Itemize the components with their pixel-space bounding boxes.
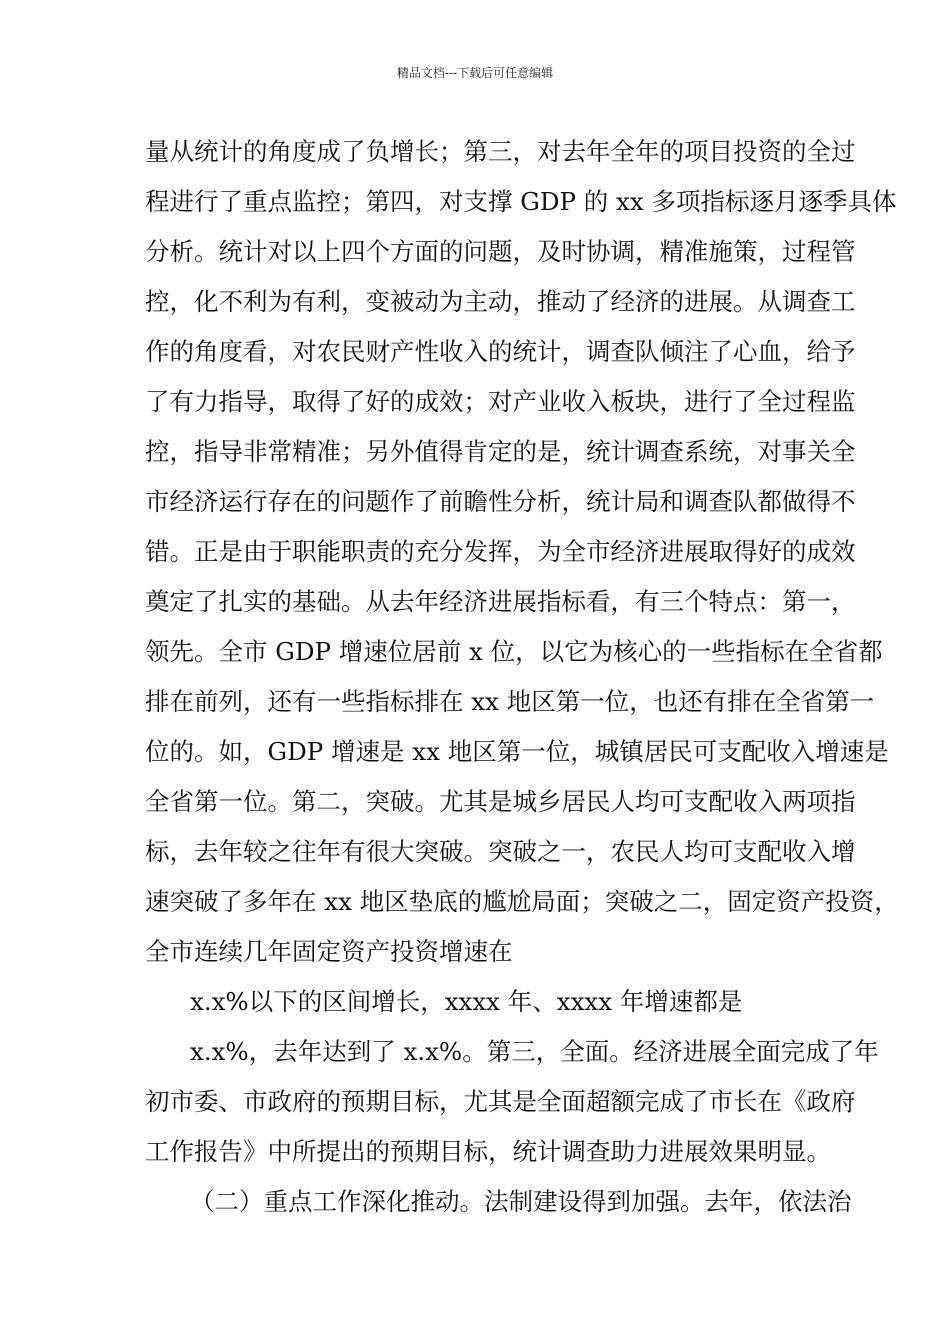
body-line: 排在前列，还有一些指标排在 xx 地区第一位，也还有排在全省第一 [145, 687, 875, 716]
body-line: 标，去年较之往年有很大突破。突破之一，农民人均可支配收入增 [145, 837, 856, 866]
body-line: 速突破了多年在 xx 地区垫底的尴尬局面；突破之二，固定资产投资， [145, 887, 899, 916]
body-line: 全省第一位。第二，突破。尤其是城乡居民人均可支配收入两项指 [145, 787, 856, 816]
body-line: 控，指导非常精准；另外值得肯定的是，统计调查系统，对事关全 [145, 437, 856, 466]
body-line: 作的角度看，对农民财产性收入的统计，调查队倾注了心血，给予 [145, 337, 856, 366]
body-line: 初市委、市政府的预期目标，尤其是全面超额完成了市长在《政府 [145, 1087, 856, 1116]
page-header: 精品文档---下载后可任意编辑 [396, 66, 554, 80]
body-line-indented: x.x%，去年达到了 x.x%。第三，全面。经济进展全面完成了年 [190, 1037, 879, 1066]
body-line: 了有力指导，取得了好的成效；对产业收入板块，进行了全过程监 [145, 387, 856, 416]
body-line: 量从统计的角度成了负增长；第三，对去年全年的项目投资的全过 [145, 137, 856, 166]
body-line: 程进行了重点监控；第四，对支撑 GDP 的 xx 多项指标逐月逐季具体 [145, 187, 897, 216]
body-line: 奠定了扎实的基础。从去年经济进展指标看，有三个特点：第一， [145, 587, 856, 616]
body-line: 分析。统计对以上四个方面的问题，及时协调，精准施策，过程管 [145, 237, 856, 266]
section-heading-line: （二）重点工作深化推动。法制建设得到加强。去年，依法治 [190, 1187, 852, 1216]
body-line: 错。正是由于职能职责的充分发挥，为全市经济进展取得好的成效 [145, 537, 856, 566]
body-line: 位的。如，GDP 增速是 xx 地区第一位，城镇居民可支配收入增速是 [145, 737, 889, 766]
body-line: 市经济运行存在的问题作了前瞻性分析，统计局和调查队都做得不 [145, 487, 856, 516]
body-line: 领先。全市 GDP 增速位居前 x 位，以它为核心的一些指标在全省都 [145, 637, 883, 666]
body-line-indented: x.x%以下的区间增长，xxxx 年、xxxx 年增速都是 [190, 987, 743, 1016]
body-line: 控，化不利为有利，变被动为主动，推动了经济的进展。从调查工 [145, 287, 856, 316]
body-line: 全市连续几年固定资产投资增速在 [145, 937, 513, 966]
body-line: 工作报告》中所提出的预期目标，统计调查助力进展效果明显。 [145, 1137, 831, 1166]
